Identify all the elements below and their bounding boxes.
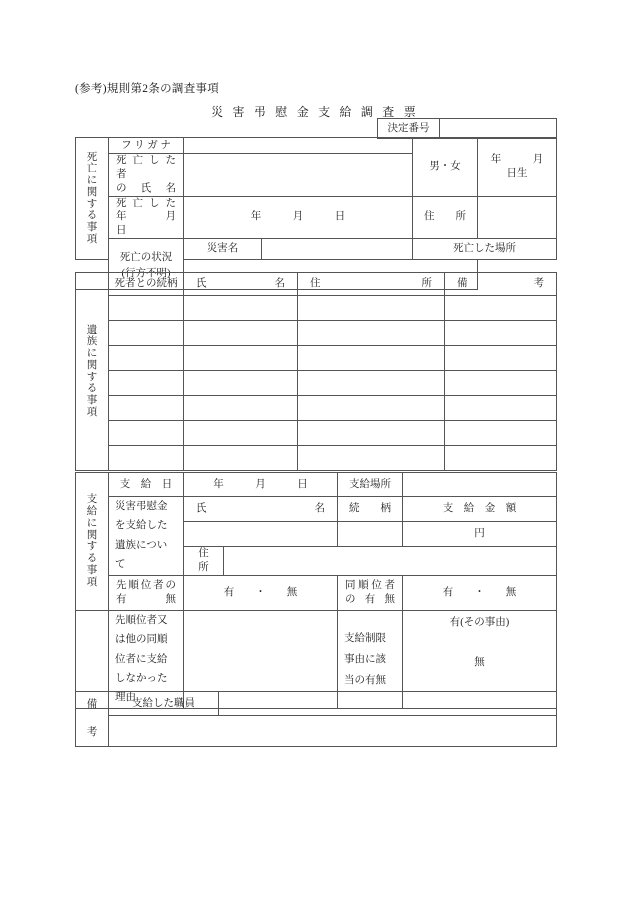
family-name-cell[interactable] [184, 346, 298, 371]
table-row [76, 421, 557, 446]
pay-place-value[interactable] [403, 473, 557, 497]
family-info-table [75, 272, 557, 471]
family-col-name: 氏 名 [184, 273, 298, 296]
restriction-option-no[interactable]: 無 [474, 656, 485, 668]
table-row [76, 371, 557, 396]
family-name-cell[interactable] [184, 371, 298, 396]
decision-number-table [377, 118, 557, 139]
death-date-value[interactable]: 年 月 日 [184, 196, 413, 239]
table-row [76, 396, 557, 421]
family-remarks-cell[interactable] [445, 371, 557, 396]
family-address-cell[interactable] [298, 321, 445, 346]
furigana-label: フ リ ガ ナ [109, 138, 184, 154]
address-label: 住 所 [413, 196, 478, 239]
family-address-cell[interactable] [298, 296, 445, 321]
family-name-cell[interactable] [184, 321, 298, 346]
payment-info-table [75, 472, 557, 709]
family-relation-cell[interactable] [109, 396, 184, 421]
table-row [76, 321, 557, 346]
recipient-address-label: 住 所 [184, 547, 224, 576]
family-relation-cell[interactable] [109, 421, 184, 446]
family-address-cell[interactable] [298, 371, 445, 396]
family-col-relation: 死者との続柄 [109, 273, 184, 296]
family-name-cell[interactable] [184, 396, 298, 421]
pay-date-label: 支 給 日 [109, 473, 184, 497]
decision-number-label: 決定番号 [378, 119, 440, 139]
same-rank-options[interactable]: 有 ・ 無 [403, 575, 557, 610]
family-name-cell[interactable] [184, 296, 298, 321]
death-section-vertical-label [76, 138, 109, 260]
restriction-label: 支給制限 事由に該 当の有無 [338, 610, 403, 708]
family-address-cell[interactable] [298, 396, 445, 421]
death-date-label: 死 亡 し た 年 月 日 [109, 196, 184, 239]
death-section-vertical-label-text: 死 亡 に 関 す る 事 項 [86, 151, 98, 245]
recipient-block-label: 災害弔慰金 を支給した 遺族につい て [109, 497, 184, 576]
family-remarks-cell[interactable] [445, 446, 557, 471]
family-name-cell[interactable] [184, 446, 298, 471]
recipient-col-relation: 続 柄 [338, 497, 403, 522]
restriction-option-yes[interactable]: 有(その事由) [449, 616, 510, 628]
family-address-cell[interactable] [298, 346, 445, 371]
remarks-table [75, 691, 557, 747]
decision-number-value[interactable] [440, 119, 557, 139]
recipient-col-name: 氏 名 [184, 497, 338, 522]
family-relation-cell[interactable] [109, 371, 184, 396]
table-row [76, 446, 557, 471]
family-relation-cell[interactable] [109, 296, 184, 321]
prior-rank-label: 先順位者の 有 無 [109, 575, 184, 610]
family-name-cell[interactable] [184, 421, 298, 446]
family-relation-cell[interactable] [109, 346, 184, 371]
family-address-cell[interactable] [298, 446, 445, 471]
family-remarks-cell[interactable] [445, 346, 557, 371]
pay-date-value[interactable]: 年 月 日 [184, 473, 338, 497]
death-place-label: 死亡した場所 [413, 239, 557, 260]
death-situation-label: 死亡の状況 (行方不明) [109, 239, 184, 290]
recipient-relation-value[interactable] [338, 522, 403, 547]
prior-rank-options[interactable]: 有 ・ 無 [184, 575, 338, 610]
same-rank-label: 同順位者 の 有 無 [338, 575, 403, 610]
address-value[interactable] [478, 196, 557, 239]
recipient-address-value[interactable] [224, 547, 557, 576]
family-remarks-cell[interactable] [445, 296, 557, 321]
payment-section-vertical-label-text: 支 給 に 関 す る 事 項 [86, 494, 98, 588]
staff-label: 支給した職員 [109, 692, 219, 716]
disaster-name-label: 災害名 [184, 239, 262, 260]
family-remarks-cell[interactable] [445, 321, 557, 346]
reference-note: (参考)規則第2条の調査事項 [75, 83, 220, 95]
family-section-vertical-label [76, 273, 109, 471]
remarks-section-vertical-label-text: 備 考 [86, 699, 98, 738]
payment-section-vertical-label [76, 473, 109, 611]
remarks-value[interactable] [109, 716, 557, 747]
no-payment-reason-label: 先順位者又 は他の同順 位者に支給 しなかった 理由 [109, 610, 184, 708]
furigana-value[interactable] [184, 138, 413, 154]
family-relation-cell[interactable] [109, 321, 184, 346]
table-row [76, 346, 557, 371]
deceased-name-value[interactable] [184, 154, 413, 197]
gender-label[interactable]: 男・女 [413, 138, 478, 197]
family-section-vertical-label-text: 遺 族 に 関 す る 事 項 [86, 324, 98, 418]
family-col-address: 住 所 [298, 273, 445, 296]
page-title: 災 害 弔 慰 金 支 給 調 査 票 [211, 105, 419, 119]
recipient-amount-value[interactable]: 円 [403, 522, 557, 547]
pay-place-label: 支給場所 [338, 473, 403, 497]
family-remarks-cell[interactable] [445, 396, 557, 421]
family-remarks-cell[interactable] [445, 421, 557, 446]
table-row [76, 296, 557, 321]
disaster-name-value[interactable] [262, 239, 413, 260]
staff-value[interactable] [219, 692, 557, 716]
deceased-name-label: 死 亡 し た 者 の 氏 名 [109, 154, 184, 197]
family-address-cell[interactable] [298, 421, 445, 446]
family-relation-cell[interactable] [109, 446, 184, 471]
remarks-section-vertical-label [76, 692, 109, 747]
recipient-col-amount: 支 給 金 額 [403, 497, 557, 522]
birth-date-field[interactable]: 年 月 日生 [478, 138, 557, 197]
recipient-name-value[interactable] [184, 522, 338, 547]
family-col-remarks: 備 考 [445, 273, 557, 296]
death-info-table [75, 137, 575, 290]
